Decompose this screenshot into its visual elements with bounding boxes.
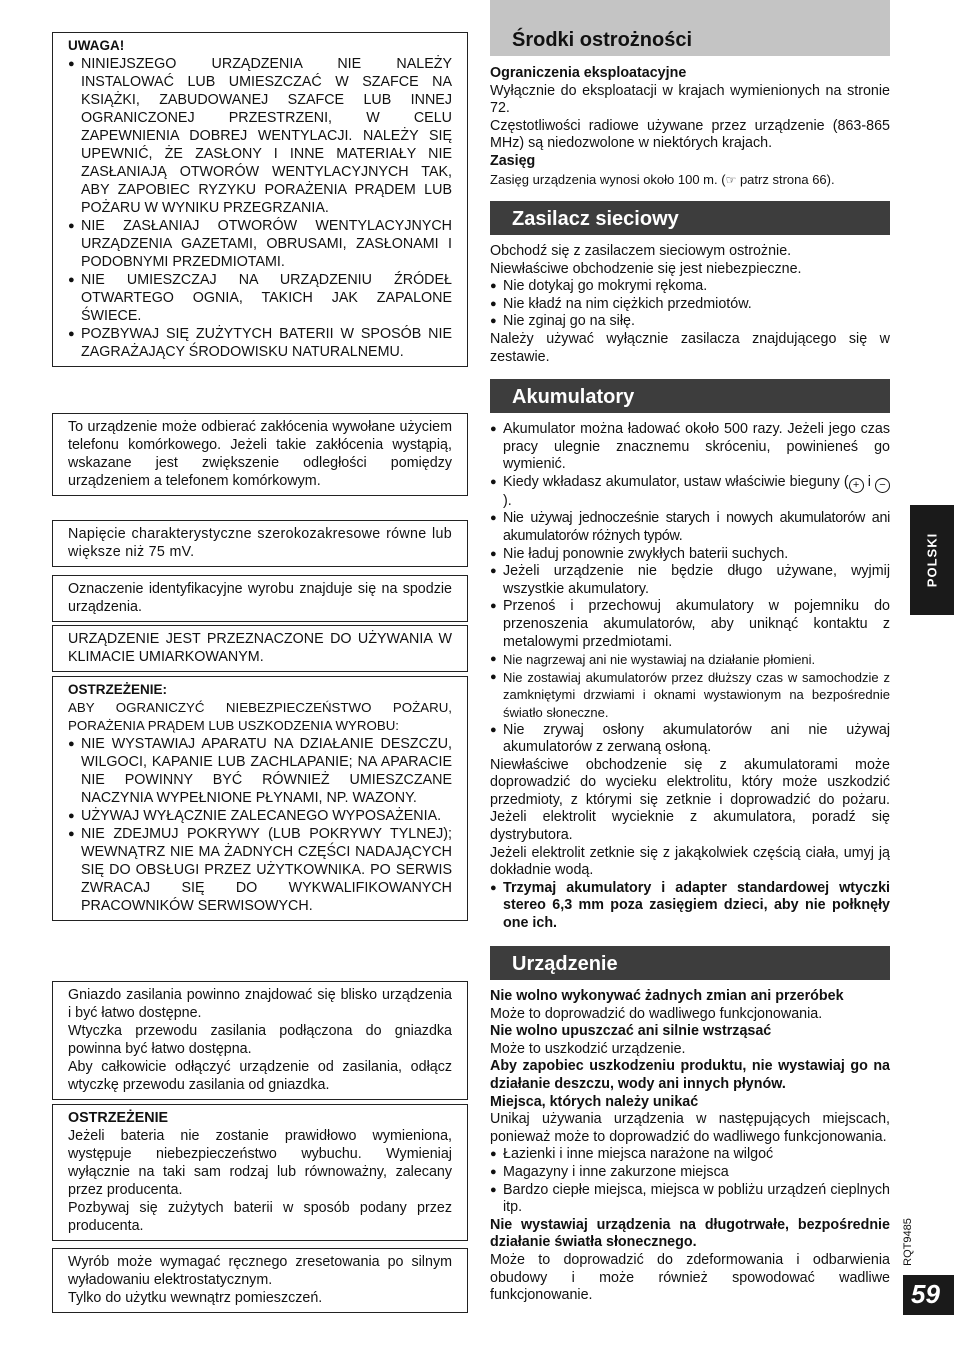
paragraph: Obchodź się z zasilaczem sieciowym ostrożnie.: [490, 243, 792, 259]
subheading: Zasięg: [490, 152, 536, 169]
paragraph: Częstotliwości radiowe używane przez urządzenie (863-865 MHz) są niedozwolone w niektórych krajach.: [490, 117, 890, 152]
range-text-end: patrz strona 66).: [736, 171, 835, 187]
list-item: ● Trzymaj akumulatory i adapter standardowej wtyczki stereo 6,3 mm poza zasięgiem dzieci, aby nie połknęły one ich.: [490, 880, 890, 933]
list-item: [490, 474, 890, 511]
paragraph: Niewłaściwe obchodzenie się jest niebezpieczne.: [490, 260, 802, 277]
batteries-section: [490, 421, 890, 933]
polarity-end: ).: [503, 492, 512, 509]
list-item: ● Akumulator można ładować około 500 razy. Jeżeli jego czas pracy ulegnie znacznemu skróceniu, powinieneś go wymienić.: [490, 421, 890, 474]
paragraph: Może to uszkodzić urządzenie.: [490, 1040, 686, 1057]
power-socket-notice-box: [52, 981, 468, 1100]
page-number: 59: [911, 1279, 940, 1309]
pointing-hand-icon: ☞: [725, 172, 737, 187]
subheading: Aby zapobiec uszkodzeniu produktu, nie wystawiaj go na działanie deszczu, wody ani innych płynów.: [490, 1058, 890, 1092]
notice-text: Pozbywaj się zużytych baterii w sposób podany przez producenta.: [68, 1200, 452, 1234]
paragraph: Niewłaściwe obchodzenie się z akumulatorami może doprowadzić do wycieku elektrolitu, który może uszkodzić przedmioty, z którymi się zetknie i doprowadzić do pożaru. Jeżeli elektrolit wycieknie z akumulatora, poradź się dystrybutora.: [490, 756, 890, 844]
voltage-notice-box: [52, 520, 468, 567]
paragraph: [490, 171, 890, 190]
section-heading-ac-adaptor: [490, 201, 890, 235]
esd-notice-box: [52, 1248, 468, 1313]
paragraph: Może to doprowadzić do wadliwego funkcjonowania.: [490, 1005, 823, 1022]
paragraph: Wyłącznie do eksploatacji w krajach wymienionych na stronie 72.: [490, 82, 890, 117]
document-code: [898, 1212, 918, 1272]
list-item: ● Łazienki i inne miejsca narażone na wilgoć: [490, 1146, 890, 1164]
range-text: Zasięg urządzenia wynosi około 100 m. (: [490, 171, 726, 187]
list-item: ● Przenoś i przechowuj akumulatory w pojemniku do przenoszenia akumulatorów, aby uniknąć kontaktu z metalowymi przedmiotami.: [490, 598, 890, 651]
heading-text: Urządzenie: [512, 953, 618, 975]
list-item: ● Nie zostawiaj akumulatorów przez dłuższy czas w samochodzie z zamkniętymi drzwiami i oknami wystawionym na bezpośrednie światło słoneczne.: [490, 669, 890, 722]
warning-box-uwaga: [52, 32, 468, 367]
subheading: Nie wolno wykonywać żadnych zmian ani przeróbek: [490, 988, 844, 1004]
notice-text: Napięcie charakterystyczne szerokozakresowe równe lub większe niż 75 mV.: [68, 526, 452, 560]
box-title: OSTRZEŻENIE: [68, 1110, 169, 1126]
list-item: ● NIE UMIESZCZAJ NA URZĄDZENIU ŹRÓDEŁ OTWARTEGO OGNIA, TAKICH JAK ZAPALONE ŚWIECE.: [68, 271, 452, 325]
notice-text: Wyrób może wymagać ręcznego zresetowania po silnym wyładowaniu elektrostatycznym.: [68, 1254, 452, 1288]
page-number-box: [903, 1275, 954, 1315]
heading-text: Zasilacz sieciowy: [512, 208, 679, 230]
list-item: ● NIE ZDEJMUJ POKRYWY (LUB POKRYWY TYLNEJ); WEWNĄTRZ NIE MA ŻADNYCH CZĘŚCI NADAJĄCYCH SIĘ DO OBSŁUGI PRZEZ UŻYTKOWNIKA. PO SERWIS ZWRACAJ SIĘ DO WYKWALIFIKOWANYCH PRACOWNIKÓW SERWISOWYCH.: [68, 825, 452, 915]
battery-warning-box: [52, 1104, 468, 1241]
paragraph: Unikaj używania urządzenia w następujących miejscach, ponieważ może to doprowadzić do wadliwego funkcjonowania.: [490, 1111, 890, 1145]
precautions-section: [490, 65, 890, 189]
list-item: ● Nie zrywaj osłony akumulatorów ani nie używaj akumulatorów z zerwaną osłoną.: [490, 722, 890, 757]
notice-text: Tylko do użytku wewnątrz pomieszczeń.: [68, 1290, 323, 1306]
polarity-text: Kiedy wkładasz akumulator, ustaw właściwie bieguny (: [503, 473, 849, 490]
list-item: ● POZBYWAJ SIĘ ZUŻYTYCH BATERII W SPOSÓB NIE ZAGRAŻAJĄCY ŚRODOWISKU NATURALNEMU.: [68, 325, 452, 361]
list-item: ● Nie nagrzewaj ani nie wystawiaj na działanie płomieni.: [490, 651, 890, 669]
list-item: ● Nie kładź na nim ciężkich przedmiotów.: [490, 296, 890, 314]
notice-text: URZĄDZENIE JEST PRZEZNACZONE DO UŻYWANIA W KLIMACIE UMIARKOWANYM.: [68, 631, 452, 665]
list-item: ● Bardzo ciepłe miejsca, miejsca w pobliżu urządzeń cieplnych itp.: [490, 1182, 890, 1217]
device-section: [490, 988, 890, 1305]
polarity-conj: i: [863, 473, 875, 490]
mobile-phone-notice-box: [52, 413, 468, 496]
notice-text: Jeżeli bateria nie zostanie prawidłowo wymieniona, występuje niebezpieczeństwo wybuchu. Wymieniaj wyłącznie na taki sam rodzaj lub równoważny, zalecany przez producenta.: [68, 1128, 452, 1198]
list-item: ● Nie używaj jednocześnie starych i nowych akumulatorów ani akumulatorów różnych typów.: [490, 510, 890, 545]
list-item: ● UŻYWAJ WYŁĄCZNIE ZALECANEGO WYPOSAŻENIA.: [68, 807, 452, 825]
notice-text: Wtyczka przewodu zasilania podłączona do gniazdka powinna być łatwo dostępna.: [68, 1023, 452, 1057]
list-item: ● Jeżeli urządzenie nie będzie długo używane, wyjmij wszystkie akumulatory.: [490, 563, 890, 598]
list-item: ● Nie ładuj ponownie zwykłych baterii suchych.: [490, 546, 890, 564]
warning-box-ostrzezenie: [52, 676, 468, 921]
identification-notice-box: [52, 575, 468, 622]
list-item: ● NIE ZASŁANIAJ OTWORÓW WENTYLACYJNYCH URZĄDZENIA GAZETAMI, OBRUSAMI, ZASŁONAMI I PODOBNYMI PRZEDMIOTAMI.: [68, 217, 452, 271]
box-title: UWAGA!: [68, 38, 125, 53]
document-code-label: RQT9485: [902, 1218, 914, 1266]
notice-text: Gniazdo zasilania powinno znajdować się blisko urządzenia i być łatwo dostępne.: [68, 987, 452, 1021]
ac-adaptor-section: [490, 243, 890, 366]
box-intro: ABY OGRANICZYĆ NIEBEZPIECZEŃSTWO POŻARU, PORAŻENIA PRĄDEM LUB USZKODZENIA WYROBU:: [68, 700, 452, 733]
heading-text: Środki ostrożności: [512, 29, 693, 51]
language-tab: [910, 505, 954, 615]
section-heading-batteries: [490, 379, 890, 413]
subheading: Nie wystawiaj urządzenia na długotrwałe, bezpośrednie działanie światła słonecznego.: [490, 1216, 890, 1251]
heading-text: Akumulatory: [512, 386, 635, 408]
paragraph: Należy używać wyłącznie zasilacza znajdującego się w zestawie.: [490, 330, 890, 365]
subheading: Miejsca, których należy unikać: [490, 1093, 699, 1110]
section-heading-device: [490, 946, 890, 980]
notice-text: Oznaczenie identyfikacyjne wyrobu znajduje się na spodzie urządzenia.: [68, 581, 452, 615]
paragraph: Jeżeli elektrolit zetknie się z jakąkolwiek częścią ciała, umyj ją dokładnie wodą.: [490, 844, 890, 879]
notice-text: To urządzenie może odbierać zakłócenia wywołane użyciem telefonu komórkowego. Jeżeli takie zakłócenia wystąpią, wskazane jest zwiększenie odległości pomiędzy urządzeniem a telefonem komórkowym.: [68, 419, 452, 489]
subheading: Nie wolno upuszczać ani silnie wstrząsać: [490, 1023, 772, 1040]
language-tab-label: POLSKI: [924, 532, 940, 588]
list-item: ● NIE WYSTAWIAJ APARATU NA DZIAŁANIE DESZCZU, WILGOCI, KAPANIE LUB ZACHLAPANIE; NA APARACIE NIE POWINNY BYĆ RÓWNIEŻ UMIESZCZANE NACZYNIA WYPEŁNIONE PŁYNAMI, NP. WAZONY.: [68, 735, 452, 807]
notice-text: Aby całkowicie odłączyć urządzenie od zasilania, odłącz wtyczkę przewodu zasilania od gniazdka.: [68, 1059, 452, 1093]
list-item: ● Nie dotykaj go mokrymi rękoma.: [490, 278, 890, 296]
subheading: Ograniczenia eksploatacyjne: [490, 65, 687, 81]
climate-notice-box: [52, 625, 468, 672]
section-heading-precautions: [490, 0, 890, 56]
minus-pole-icon: −: [875, 478, 890, 493]
box-title: OSTRZEŻENIE:: [68, 682, 168, 697]
paragraph: Może to doprowadzić do zdeformowania i odbarwienia obudowy i może również spowodować wadliwe funkcjonowanie.: [490, 1251, 890, 1304]
list-item: ● Magazyny i inne zakurzone miejsca: [490, 1164, 890, 1182]
list-item: ● Nie zginaj go na siłę.: [490, 313, 890, 331]
plus-pole-icon: +: [849, 478, 864, 493]
list-item: ● NINIEJSZEGO URZĄDZENIA NIE NALEŻY INSTALOWAĆ LUB UMIESZCZAĆ W SZAFCE NA KSIĄŻKI, ZABUDOWANEJ SZAFCE LUB INNEJ OGRANICZONEJ PRZESTRZENI, W CELU ZAPEWNIENIA DOBREJ WENTYLACJI. NALEŻY SIĘ UPEWNIĆ, ŻE ZASŁONY I INNE MATERIAŁY NIE ZASŁANIAJĄ OTWORÓW WENTYLACYJNYCH TAK, ABY ZAPOBIEC RYZYKU PORAŻENIA PRĄDEM LUB POŻARU W WYNIKU PRZEGRZANIA.: [68, 55, 452, 217]
